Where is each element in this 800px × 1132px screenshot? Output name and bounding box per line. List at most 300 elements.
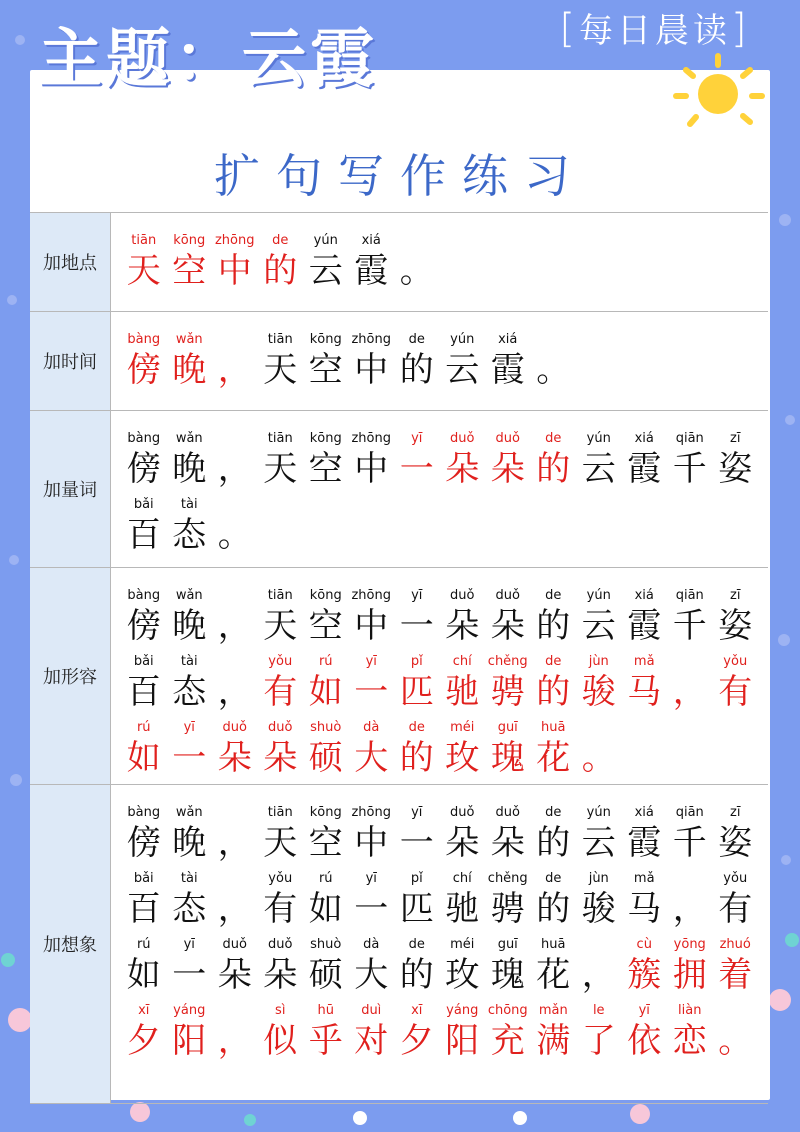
hanzi: 朵 [490,606,525,646]
hanzi: 充 [490,1021,525,1061]
sentence-line [121,865,768,931]
hanzi: ， [672,889,707,929]
pinyin: kōng [309,805,342,820]
pinyin: yáng [173,1003,206,1018]
pinyin: duǒ [222,937,247,952]
hanzi: ， [217,1021,252,1061]
hanzi: 夕 [126,1021,161,1061]
pinyin: chí [452,871,472,886]
pinyin: bàng [127,805,161,820]
hanzi: 姿 [718,449,753,489]
pinyin: rú [136,937,151,952]
pinyin: duǒ [268,937,293,952]
pinyin: de [545,588,562,603]
hanzi: 傍 [126,606,161,646]
hanzi: 玫 [445,955,480,995]
hanzi: 驰 [445,672,480,712]
pinyin: zī [730,431,741,446]
pinyin: bǎi [133,871,154,886]
character-cell [394,935,440,997]
pinyin: xī [411,1003,423,1018]
character-cell [349,803,395,865]
hanzi: 有 [263,672,298,712]
pinyin: liàn [678,1003,702,1018]
pinyin: wǎn [175,332,203,347]
character-cell [713,652,759,714]
character-cell [349,586,395,648]
pinyin: mǎ [633,871,655,886]
character-cell [667,803,713,865]
pinyin: xiá [361,233,381,248]
character-cell [167,495,213,557]
hanzi: 空 [308,350,343,390]
hanzi: 朵 [263,738,298,778]
pinyin: kōng [173,233,206,248]
pinyin: yǒu [723,654,748,669]
character-cell [167,935,213,997]
pinyin: méi [450,937,475,952]
hanzi: 匹 [399,672,434,712]
pinyin: dà [363,937,380,952]
hanzi: ， [672,672,707,712]
hanzi: 云 [445,350,480,390]
character-cell [258,869,304,931]
pinyin: bàng [127,431,161,446]
hanzi: 满 [536,1021,571,1061]
sentence-line [121,997,768,1063]
character-cell [212,869,258,931]
pinyin: yún [586,805,611,820]
character-cell [667,869,713,931]
pinyin: xiá [498,332,518,347]
character-cell [531,1001,577,1063]
expansion-table [30,212,768,1104]
sentence-line [121,648,768,714]
character-cell [622,803,668,865]
pinyin: rú [318,871,333,886]
badge-text: 每日晨读 [579,11,731,51]
character-cell [258,1001,304,1063]
pinyin: méi [450,720,475,735]
character-cell [303,803,349,865]
character-cell [258,231,304,293]
hanzi: 傍 [126,350,161,390]
hanzi: 中 [354,449,389,489]
character-cell [394,869,440,931]
hanzi: 中 [354,350,389,390]
character-cell [394,586,440,648]
character-cell [667,429,713,491]
character-cell [622,652,668,714]
hanzi: 的 [536,449,571,489]
character-cell [349,869,395,931]
character-cell [531,586,577,648]
character-cell [485,586,531,648]
character-cell [121,586,167,648]
character-cell [531,718,577,780]
pinyin: de [545,431,562,446]
hanzi: 有 [718,672,753,712]
character-cell [667,652,713,714]
pinyin: de [545,871,562,886]
pinyin: zhōng [214,233,255,248]
hanzi: 花 [536,955,571,995]
sentence-line [121,425,768,491]
hanzi: 霞 [627,606,662,646]
pinyin: qiān [675,805,704,820]
character-cell [258,429,304,491]
character-cell [121,495,167,557]
table-row [30,568,768,785]
pinyin: tiān [267,332,293,347]
character-cell [622,869,668,931]
pinyin: huā [541,720,566,735]
character-cell [349,652,395,714]
pinyin: mǎn [538,1003,568,1018]
hanzi: 晚 [172,606,207,646]
hanzi: 有 [263,889,298,929]
hanzi: 似 [263,1021,298,1061]
character-cell [531,429,577,491]
hanzi: 一 [354,672,389,712]
character-cell [440,869,486,931]
sentence-content [111,312,768,410]
hanzi: 一 [399,449,434,489]
hanzi: 。 [718,1021,753,1061]
hanzi: ， [217,823,252,863]
hanzi: 空 [308,823,343,863]
hanzi: 的 [536,823,571,863]
pinyin: shuò [310,937,342,952]
pinyin: duì [361,1003,382,1018]
hanzi: 乎 [308,1021,343,1061]
character-cell [713,429,759,491]
character-cell [485,1001,531,1063]
character-cell [531,652,577,714]
hanzi: 的 [536,606,571,646]
character-cell [485,718,531,780]
pinyin: xiá [634,431,654,446]
hanzi: 霞 [490,350,525,390]
hanzi: 中 [354,823,389,863]
pinyin: yī [365,654,377,669]
sentence-line [121,714,768,780]
hanzi: 阳 [445,1021,480,1061]
character-cell [349,231,395,293]
badge-bracket-right: ] [731,6,751,52]
sun-icon [672,50,772,140]
hanzi: 依 [627,1021,662,1061]
character-cell [576,652,622,714]
character-cell [576,803,622,865]
hanzi: 傍 [126,449,161,489]
pinyin: yī [183,720,195,735]
character-cell [349,429,395,491]
pinyin: wǎn [175,805,203,820]
character-cell [121,869,167,931]
hanzi: 傍 [126,823,161,863]
hanzi: 匹 [399,889,434,929]
hanzi: 一 [399,606,434,646]
pinyin: bàng [127,332,161,347]
hanzi: 的 [536,672,571,712]
pinyin: zhōng [351,588,391,603]
character-cell [531,869,577,931]
pinyin: cù [636,937,652,952]
pinyin: yōng [673,937,706,952]
character-cell [485,935,531,997]
hanzi: 一 [172,955,207,995]
hanzi: 晚 [172,350,207,390]
character-cell [440,718,486,780]
pinyin: yī [183,937,195,952]
character-cell [713,935,759,997]
row-label: 加量词 [30,411,111,567]
hanzi: 。 [399,251,434,291]
character-cell [394,429,440,491]
hanzi: 硕 [308,955,343,995]
character-cell [440,935,486,997]
pinyin: yǒu [723,871,748,886]
character-cell [303,330,349,392]
character-cell [167,652,213,714]
hanzi: 朵 [445,606,480,646]
section-subtitle: 扩句写作练习 [214,149,586,203]
hanzi: ， [581,955,616,995]
hanzi: 姿 [718,606,753,646]
character-cell [303,935,349,997]
pinyin: duǒ [495,588,520,603]
row-label: 加时间 [30,312,111,410]
pinyin: tài [180,654,198,669]
pinyin: bǎi [133,497,154,512]
pinyin: tài [180,871,198,886]
character-cell [531,935,577,997]
character-cell [212,718,258,780]
hanzi: 恋 [672,1021,707,1061]
hanzi: 朵 [263,955,298,995]
hanzi: 大 [354,955,389,995]
character-cell [212,652,258,714]
hanzi: 百 [126,672,161,712]
pinyin: tài [180,497,198,512]
character-cell [121,429,167,491]
hanzi: 朵 [490,823,525,863]
pinyin: yī [638,1003,650,1018]
pinyin: qiān [675,588,704,603]
hanzi: 骏 [581,672,616,712]
character-cell [440,330,486,392]
character-cell [713,803,759,865]
hanzi: 态 [172,672,207,712]
pinyin: zhōng [351,431,391,446]
row-label: 加想象 [30,785,111,1103]
hanzi: 骋 [490,889,525,929]
character-cell [485,803,531,865]
pinyin: kōng [309,431,342,446]
hanzi: 中 [217,251,252,291]
pinyin: yǒu [268,654,293,669]
character-cell [303,869,349,931]
character-cell [258,330,304,392]
reading-badge [550,6,760,52]
pinyin: qiān [675,431,704,446]
pinyin: tiān [267,588,293,603]
hanzi: 千 [672,449,707,489]
hanzi: 朵 [217,955,252,995]
character-cell [485,652,531,714]
sentence-line [121,799,768,865]
pinyin: de [408,332,425,347]
hanzi: 如 [308,672,343,712]
hanzi: 的 [399,350,434,390]
hanzi: 朵 [217,738,252,778]
hanzi: 态 [172,889,207,929]
pinyin: tiān [267,431,293,446]
sentence-line [121,931,768,997]
pinyin: de [545,805,562,820]
pinyin: tiān [267,805,293,820]
hanzi: 马 [627,889,662,929]
pinyin: kōng [309,588,342,603]
character-cell [167,330,213,392]
character-cell [303,1001,349,1063]
character-cell [212,495,258,557]
character-cell [576,429,622,491]
character-cell [258,803,304,865]
hanzi: 花 [536,738,571,778]
character-cell [258,586,304,648]
character-cell [440,1001,486,1063]
character-cell [394,718,440,780]
hanzi: 。 [536,350,571,390]
character-cell [440,429,486,491]
character-cell [576,586,622,648]
pinyin: yún [313,233,338,248]
pinyin: sì [275,1003,286,1018]
hanzi: 。 [217,515,252,555]
hanzi: 千 [672,823,707,863]
hanzi: 霞 [627,449,662,489]
hanzi: 空 [172,251,207,291]
pinyin: yáng [446,1003,479,1018]
page-title: 主题：云霞 [38,23,378,97]
pinyin: jùn [588,871,609,886]
character-cell [394,652,440,714]
hanzi: 空 [308,606,343,646]
sentence-content [111,785,768,1103]
character-cell [167,231,213,293]
character-cell [212,803,258,865]
hanzi: 天 [263,449,298,489]
hanzi: 霞 [354,251,389,291]
pinyin: yún [586,588,611,603]
character-cell [121,935,167,997]
sentence-content [111,568,768,784]
hanzi: 骋 [490,672,525,712]
pinyin: zhuó [719,937,751,952]
pinyin: le [592,1003,605,1018]
character-cell [167,869,213,931]
character-cell [258,718,304,780]
hanzi: 如 [126,955,161,995]
pinyin: xiá [634,805,654,820]
hanzi: 天 [263,606,298,646]
sentence-line [121,491,768,557]
character-cell [667,1001,713,1063]
row-label: 加地点 [30,213,111,311]
character-cell [121,231,167,293]
hanzi: 硕 [308,738,343,778]
pinyin: chěng [487,654,528,669]
character-cell [622,586,668,648]
hanzi: 驰 [445,889,480,929]
pinyin: yī [411,805,423,820]
character-cell [485,429,531,491]
character-cell [713,1001,759,1063]
pinyin: yī [365,871,377,886]
pinyin: de [545,654,562,669]
character-cell [212,330,258,392]
hanzi: 瑰 [490,955,525,995]
table-row [30,213,768,312]
pinyin: yī [411,588,423,603]
hanzi: 朵 [490,449,525,489]
hanzi: ， [217,889,252,929]
sentence-line [121,582,768,648]
pinyin: xī [138,1003,150,1018]
character-cell [576,718,622,780]
character-cell [121,718,167,780]
pinyin: yī [411,431,423,446]
character-cell [303,429,349,491]
character-cell [576,935,622,997]
character-cell [167,429,213,491]
pinyin: huā [541,937,566,952]
character-cell [258,935,304,997]
character-cell [440,586,486,648]
character-cell [667,586,713,648]
hanzi: 千 [672,606,707,646]
hanzi: 了 [581,1021,616,1061]
hanzi: 。 [581,738,616,778]
character-cell [485,869,531,931]
pinyin: bàng [127,588,161,603]
character-cell [121,1001,167,1063]
pinyin: shuò [310,720,342,735]
character-cell [167,803,213,865]
character-cell [212,586,258,648]
hanzi: 云 [581,823,616,863]
hanzi: 阳 [172,1021,207,1061]
hanzi: 晚 [172,449,207,489]
pinyin: yǒu [268,871,293,886]
character-cell [713,869,759,931]
pinyin: de [272,233,289,248]
hanzi: 有 [718,889,753,929]
sentence-line [121,227,768,293]
hanzi: 晚 [172,823,207,863]
pinyin: bǎi [133,654,154,669]
hanzi: ， [217,606,252,646]
hanzi: ， [217,449,252,489]
hanzi: 夕 [399,1021,434,1061]
pinyin: duǒ [450,588,475,603]
hanzi: 大 [354,738,389,778]
hanzi: 百 [126,889,161,929]
hanzi: 姿 [718,823,753,863]
character-cell [212,1001,258,1063]
